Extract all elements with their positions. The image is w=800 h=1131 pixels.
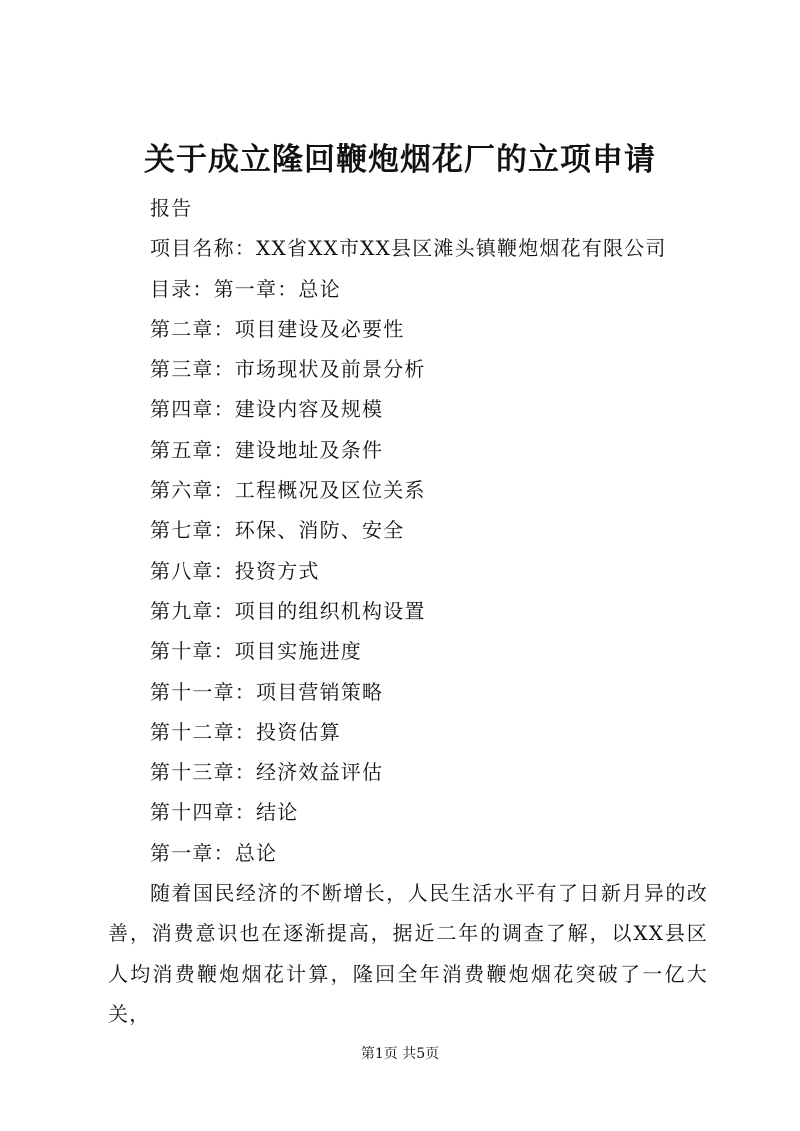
text-line: 项目名称：XX省XX市XX县区滩头镇鞭炮烟花有限公司 <box>150 236 667 261</box>
page-footer: 第1页 共5页 <box>360 1046 440 1062</box>
toc-line: 第十一章：项目营销策略 <box>150 679 384 704</box>
toc-line: 第二章：项目建设及必要性 <box>150 316 405 341</box>
toc-line: 第八章：投资方式 <box>150 558 320 583</box>
toc-line: 第十三章：经济效益评估 <box>150 760 384 785</box>
toc-line: 第十四章：结论 <box>150 800 299 825</box>
toc-line: 第九章：项目的组织机构设置 <box>150 598 426 623</box>
toc-line: 第十二章：投资估算 <box>150 719 341 744</box>
toc-line: 第十章：项目实施进度 <box>150 639 362 664</box>
document-title: 关于成立隆回鞭炮烟花厂的立项申请 <box>144 142 656 178</box>
document-body <box>108 188 708 1034</box>
toc-line: 第五章：建设地址及条件 <box>150 437 384 462</box>
text-line: 报告 <box>150 196 193 220</box>
toc-line: 第七章：环保、消防、安全 <box>150 518 405 543</box>
toc-line: 第六章：工程概况及区位关系 <box>150 478 426 503</box>
body-paragraph: 随着国民经济的不断增长，人民生活水平有了日新月异的改善，消费意识也在逐渐提高，据近二年的调查了解，以XX县区人均消费鞭炮烟花计算，隆回全年消费鞭炮烟花突破了一亿大关， <box>108 881 708 1026</box>
toc-line: 目录：第一章：总论 <box>150 276 341 301</box>
toc-line: 第三章：市场现状及前景分析 <box>150 357 426 382</box>
toc-line: 第四章：建设内容及规模 <box>150 397 384 422</box>
section-heading: 第一章：总论 <box>150 840 278 865</box>
